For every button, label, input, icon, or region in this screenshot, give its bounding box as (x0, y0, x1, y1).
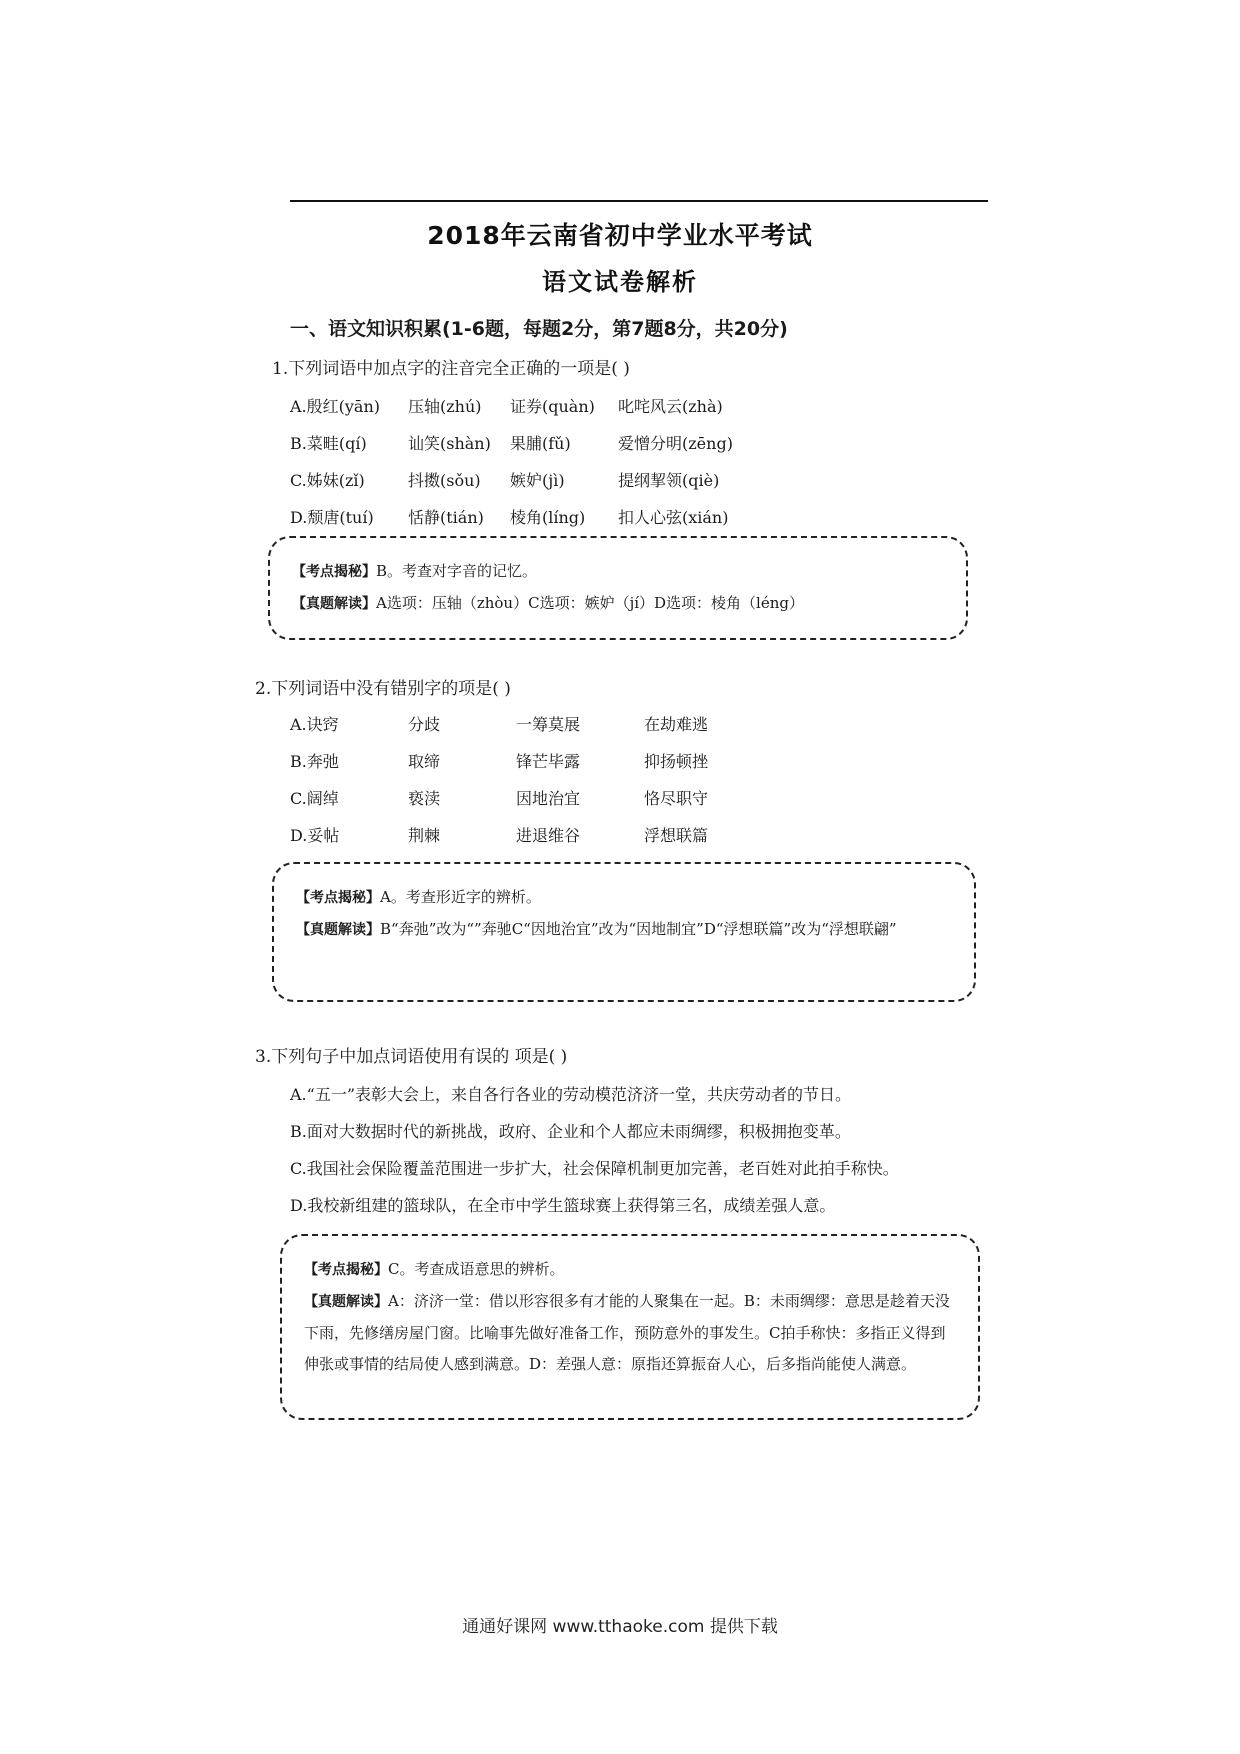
option-word: C.姊妹(zǐ) (290, 471, 365, 490)
exam-title: 2018年云南省初中学业水平考试 (427, 221, 813, 250)
option-row (290, 462, 758, 499)
exam-subtitle: 语文试卷解析 (542, 268, 698, 296)
option-word: B.奔弛 (290, 752, 339, 771)
point-tag: 【考点揭秘】 (292, 564, 376, 580)
option-word: A.殷红(yān) (290, 397, 381, 416)
explain-tag: 【真题解读】 (296, 922, 380, 938)
option-word: 讪笑(shàn) (408, 434, 491, 453)
question-1-analysis-box (268, 536, 968, 640)
question-1-stem: 1.下列词语中加点字的注音完全正确的一项是( ) (272, 359, 630, 379)
option-word: 提纲挈领(qiè) (618, 471, 720, 490)
option-row (290, 425, 758, 462)
option-word: 恬静(tián) (408, 508, 484, 527)
sentence-option: C.我国社会保险覆盖范围进一步扩大，社会保障机制更加完善，老百姓对此拍手称快。 (290, 1159, 899, 1178)
explain-tag: 【真题解读】 (304, 1294, 388, 1310)
option-row (290, 388, 758, 425)
option-row (290, 499, 758, 536)
option-word: B.菜畦(qí) (290, 434, 367, 453)
option-word: 进退维谷 (516, 826, 581, 845)
option-word: 荆棘 (408, 826, 441, 845)
option-word: A.诀窍 (290, 715, 339, 734)
analysis-point (296, 882, 952, 914)
option-word: 抖擞(sǒu) (408, 471, 481, 490)
analysis-explain (292, 588, 944, 620)
sentence-option: B.面对大数据时代的新挑战，政府、企业和个人都应未雨绸缪，积极拥抱变革。 (290, 1122, 851, 1141)
option-word: 浮想联篇 (644, 826, 709, 845)
option-word: 棱角(líng) (510, 508, 586, 527)
option-word: 在劫难逃 (644, 715, 709, 734)
option-word: 扣人心弦(xián) (618, 508, 729, 527)
question-3-stem: 3.下列句子中加点词语使用有误的 项是( ) (255, 1047, 568, 1067)
option-word: 锋芒毕露 (516, 752, 581, 771)
point-text: B。考查对字音的记忆。 (376, 562, 538, 580)
option-word: 叱咤风云(zhà) (618, 397, 723, 416)
option-word: 证券(quàn) (510, 397, 595, 416)
option-word: 恪尽职守 (644, 789, 709, 808)
question-1-options (290, 388, 758, 536)
analysis-explain (304, 1286, 956, 1380)
option-word: 爱憎分明(zēng) (618, 434, 733, 453)
option-word: 因地治宜 (516, 789, 581, 808)
analysis-point (292, 556, 944, 588)
sentence-option: A.“五一”表彰大会上，来自各行各业的劳动模范济济一堂，共庆劳动者的节日。 (290, 1085, 852, 1104)
explain-text: B“奔弛”改为“”奔驰C“因地治宜”改为“因地制宜”D“浮想联篇”改为“浮想联翩” (380, 920, 897, 938)
point-tag: 【考点揭秘】 (304, 1262, 388, 1278)
section-heading: 一、语文知识积累(1-6题，每题2分，第7题8分，共20分) (290, 318, 788, 340)
option-row (290, 743, 708, 780)
option-word: D.妥帖 (290, 826, 340, 845)
option-row (290, 817, 708, 854)
question-3-sentences (290, 1076, 899, 1224)
option-word: 一筹莫展 (516, 715, 581, 734)
question-2-stem: 2.下列词语中没有错别字的项是( ) (255, 679, 511, 699)
option-word: 抑扬顿挫 (644, 752, 709, 771)
option-word: 嫉妒(jì) (510, 471, 565, 490)
explain-text: A选项：压轴（zhòu）C选项：嫉妒（jí）D选项：棱角（léng） (376, 594, 804, 612)
option-row (290, 780, 708, 817)
option-word: C.阔绰 (290, 789, 339, 808)
option-row (290, 706, 708, 743)
option-word: D.颓唐(tuí) (290, 508, 374, 527)
point-text: C。考查成语意思的辨析。 (388, 1260, 565, 1278)
question-2-analysis-box (272, 862, 976, 1002)
sentence-option: D.我校新组建的篮球队，在全市中学生篮球赛上获得第三名，成绩差强人意。 (290, 1196, 836, 1215)
point-text: A。考查形近字的辨析。 (380, 888, 541, 906)
option-word: 分歧 (408, 715, 441, 734)
analysis-explain (296, 914, 952, 946)
point-tag: 【考点揭秘】 (296, 890, 380, 906)
analysis-point (304, 1254, 956, 1286)
top-divider-line (290, 200, 988, 202)
question-2-options (290, 706, 708, 854)
question-3-analysis-box (280, 1234, 980, 1420)
option-word: 压轴(zhú) (408, 397, 482, 416)
explain-tag: 【真题解读】 (292, 596, 376, 612)
option-word: 亵渎 (408, 789, 441, 808)
option-word: 果脯(fǔ) (510, 434, 571, 453)
page-footer: 通通好课网 www.tthaoke.com 提供下载 (462, 1617, 778, 1637)
explain-text: A：济济一堂：借以形容很多有才能的人聚集在一起。B：未雨绸缪：意思是趁着天没下雨，先修缮房屋门窗。比喻事先做好准备工作，预防意外的事发生。C拍手称快：多指正义得到伸张或事情的结局使人感到满意。D：差强人意：原指还算振奋人心，后多指尚能使人满意。 (304, 1292, 950, 1373)
option-word: 取缔 (408, 752, 441, 771)
